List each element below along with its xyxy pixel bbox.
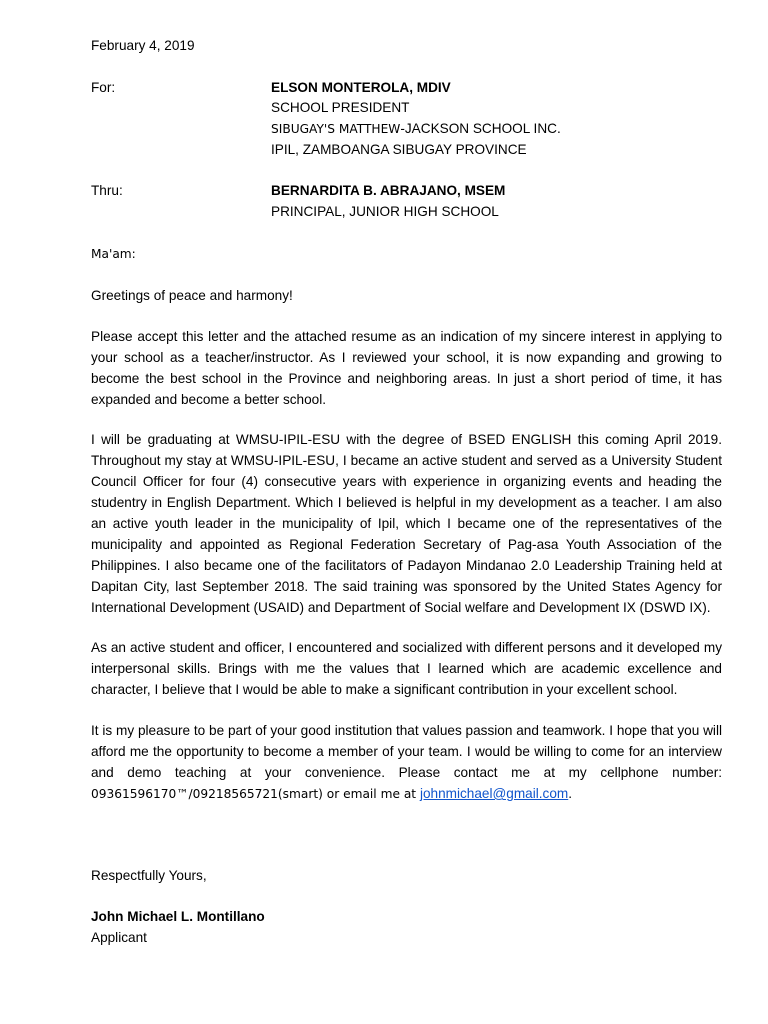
contact-sentence: It is my pleasure to be part of your good institution that values passion and teamwork. I hope that you will afford me the opportunity to become a member of your team. I would be willing to come for an interview and demo teaching at your convenience. Please contact me at my cellphone number: [91,723,722,780]
paragraph-skills [91,637,722,700]
recipient-address: IPIL, ZAMBOANGA SIBUGAY PROVINCE [271,142,527,157]
signature-name: John Michael L. Montillano [91,909,265,924]
thru-label: Thru: [91,183,123,198]
paragraph-interest [91,326,722,410]
paragraph-contact [91,720,722,805]
closing: Respectfully Yours, [91,868,207,883]
greeting: Greetings of peace and harmony! [91,288,293,303]
contact-end: . [568,786,573,801]
recipient-school [271,121,561,137]
thru-title: PRINCIPAL, JUNIOR HIGH SCHOOL [271,204,499,219]
recipient-title: SCHOOL PRESIDENT [271,100,410,115]
paragraph-contact-text [91,720,722,805]
thru-name: BERNARDITA B. ABRAJANO, MSEM [271,183,506,198]
phone-numbers: 09361596170™/09218565721(smart) or email me at [91,787,420,801]
for-label: For: [91,80,116,95]
letter-date: February 4, 2019 [91,38,195,53]
paragraph-skills-text: As an active student and officer, I encountered and socialized with different persons and it developed my interpersonal skills. Brings with me the values that I learned which are academic excellence and character, I believe that I would be able to make a significant contribution in your excellent school. [91,640,722,697]
recipient-school-suffix: -JACKSON SCHOOL INC. [400,121,561,136]
paragraph-background-text: I will be graduating at WMSU-IPIL-ESU with the degree of BSED ENGLISH this coming April 2019. Throughout my stay at WMSU-IPIL-ESU, I became an active student and served as a University Student Council Officer for four (4) consecutive years with experience in organizing events and heading the studentry in English Department. Which I believed is helpful in my development as a teacher. I am also an active youth leader in the municipality of Ipil, which I became one of the representatives of the municipality and appointed as Regional Federation Secretary of Pag-asa Youth Association of the Philippines. I also became one of the facilitators of Padayon Mindanao 2.0 Leadership Training held at Dapitan City, last September 2018. The said training was sponsored by the United States Agency for International Development (USAID) and Department of Social welfare and Development IX (DSWD IX). [91,432,722,615]
salutation: Ma'am: [91,247,136,261]
recipient-school-prefix: SIBUGAY'S MATTHEW [271,122,401,136]
email-link[interactable]: johnmichael@gmail.com [419,786,569,801]
paragraph-interest-text: Please accept this letter and the attached resume as an indication of my sincere interest in applying to your school as a teacher/instructor. As I reviewed your school, it is now expanding and growing to become the best school in the Province and neighboring areas. In just a short period of time, it has expanded and become a better school. [91,329,722,407]
recipient-name: ELSON MONTEROLA, MDIV [271,80,451,95]
signature-role: Applicant [91,930,147,945]
paragraph-background [91,429,722,618]
